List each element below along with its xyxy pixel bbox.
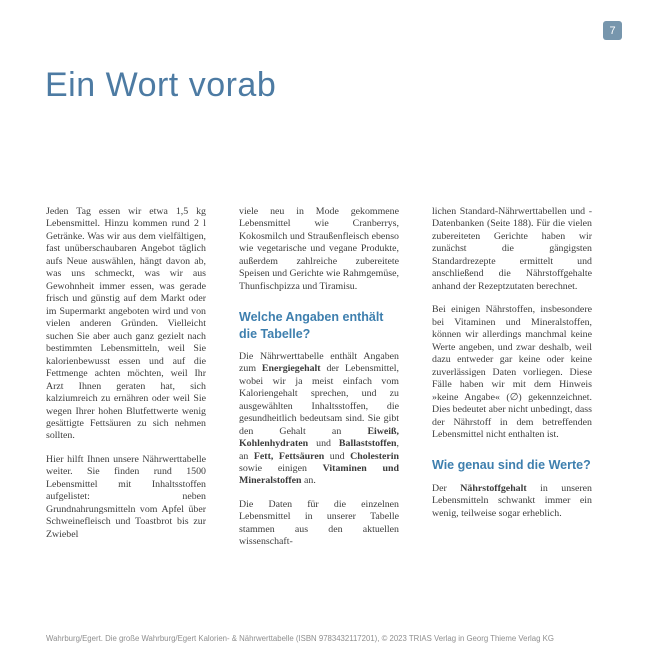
text-segment: und: [324, 450, 351, 462]
column-2: [239, 206, 399, 560]
paragraph: [239, 206, 399, 293]
text-columns: [46, 206, 592, 560]
footer-credit: Wahrburg/Egert. Die große Wahrburg/Egert Kalorien- & Nährwerttabelle (ISBN 9783432117201), © 2023 TRIAS Verlag in Georg Thieme Verlag KG: [46, 634, 554, 643]
column-1: [46, 206, 206, 560]
section-heading: Wie genau sind die Werte?: [432, 458, 591, 473]
text-segment: Bei einigen Nährstoffen, insbesondere bei Vitaminen und Mineralstoffen, können wir allerdings manchmal keine Werte angeben, und zwar deshalb, weil dazu entweder gar keine oder keine zuverlässigen Daten vorliegen. Diese Fälle haben wir mit dem Hinweis »keine Angabe« (∅) gekennzeichnet. Dies bedeutet aber nicht unbedingt, dass der Nährstoff in dem betreffenden Lebensmittel nicht enthalten ist.: [432, 304, 592, 440]
text-segment: Eiweiß, Kohlenhydraten: [239, 425, 399, 450]
text-segment: Vitaminen und Mineralstoffen: [239, 463, 399, 487]
paragraph: [432, 483, 592, 520]
column-3: [432, 206, 592, 560]
page-number-badge: 7: [603, 21, 622, 40]
paragraph: [46, 454, 206, 541]
text-segment: Fett, Fettsäuren: [253, 450, 325, 462]
text-segment: Hier hilft Ihnen unsere Nährwerttabelle weiter. Sie finden rund 1500 Lebensmittel mit Inhaltsstoffen aufgelistet: neben Grundnahrungsmitteln vom Apfel über Schweinefleisch und Toastbrot bis zur Zwiebel: [46, 453, 206, 540]
text-segment: Ballaststoffen: [338, 438, 397, 450]
text-segment: in unseren Lebensmitteln schwankt immer ein wenig, teilweise sogar erheblich.: [432, 482, 592, 519]
text-segment: Jeden Tag essen wir etwa 1,5 kg Lebensmittel. Hinzu kommen rund 2 l Getränke. Was wir aus dem vielfältigen, fast unüberschaubaren Angebot täglich aufs Neue auswählen, hängt davon ab, was uns schmeckt, was wir aus Gewohnheit immer essen, was gerade frisch und günstig auf dem Markt oder im Supermarkt angeboten wird und von vielen anderen Gründen. Vielleicht suchen Sie aber auch ganz gezielt nach bestimmten Lebensmitteln, weil Sie kalorienbewusst essen und auf die Fettmenge achten möchten, weil Ihr Arzt Ihnen geraten hat, sich kalziumreich zu ernähren oder weil Sie wegen Ihrer hohen Blutfettwerte wenig gesättigte Fettsäuren zu sich nehmen sollten.: [46, 206, 206, 442]
text-segment: lichen Standard-Nährwerttabellen und -Datenbanken (Seite 188). Für die vielen zubereiteten Gerichte haben wir zunächst die gängigsten Standardrezepte ermittelt und anschließend die Nährstoffgehalte anhand der Rezeptzutaten berechnet.: [432, 206, 592, 292]
text-segment: Cholesterin: [350, 450, 399, 462]
text-segment: Energiegehalt: [261, 363, 321, 375]
text-segment: und: [308, 438, 339, 450]
section-heading: Welche Angaben enthält die Tabelle?: [239, 310, 384, 341]
paragraph: [432, 304, 592, 441]
text-segment: an.: [301, 475, 316, 487]
text-segment: Nährstoffgehalt: [460, 482, 527, 494]
paragraph: [239, 499, 399, 549]
page-title: Ein Wort vorab: [45, 66, 277, 104]
text-segment: sowie einigen: [239, 463, 323, 474]
text-segment: Die Daten für die einzelnen Lebensmittel in unserer Tabelle stammen aus den aktuellen wissenschaft-: [239, 498, 399, 548]
paragraph: [46, 206, 206, 443]
text-segment: viele neu in Mode gekommene Lebensmittel wie Cranberrys, Kokosmilch und Straußenfleisch ebenso wie vegetarische und vegane Produkte, außerdem zahlreiche zubereitete Speisen und Gerichte wie Rahmgemüse, Thunfischpizza und Tiramisu.: [239, 206, 399, 292]
paragraph: [432, 206, 592, 293]
text-segment: Die Nährwerttabelle enthält Angaben zum: [239, 350, 399, 375]
text-segment: , an: [239, 438, 399, 462]
paragraph: [239, 351, 399, 488]
text-segment: der Lebensmittel, wobei wir ja meist einfach vom Kaloriengehalt sprechen, und zu ausgewählten Inhaltsstoffen, die gesundheitlich bedeutsam sind. Sie gibt den Gehalt an: [239, 363, 399, 437]
text-segment: Der: [432, 482, 461, 494]
